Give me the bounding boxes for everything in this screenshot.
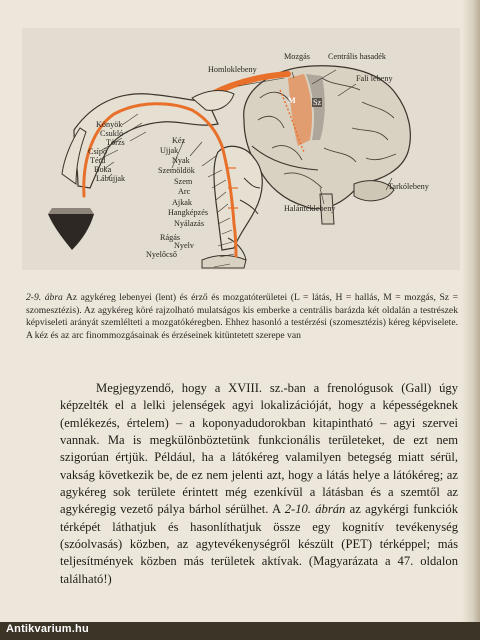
label-terd: Térd bbox=[90, 156, 106, 165]
label-csipo: Csípő bbox=[88, 147, 108, 156]
label-labujjak: Lábujjak bbox=[96, 174, 126, 183]
caption-text: Az agykéreg lebenyei (lent) és érző és mozgatóterületei (L = látás, H = hallás, M = mozgás, Sz = szomesztézis). Az agykéreg köré rajzolható mulatságos kis emberke a centrális barázda két oldalán a testrészek képviseleti arányát szemlélteti a mozgatókéregben. Ehhez hasonló a testérzési (szomesztézis) kéreg képviselete. A kéz és az arc finommozgásainak és érzéseinek kitüntetett szerepe van bbox=[26, 292, 458, 341]
page-edge-shadow bbox=[462, 0, 480, 622]
label-ajkak: Ajkak bbox=[172, 198, 193, 207]
label-homloklebeny: Homloklebeny bbox=[208, 65, 257, 74]
paragraph-text-1: Megjegyzendő, hogy a XVIII. sz.-ban a frenológusok (Gall) úgy képzelték el a lelki jelenségek agyi lokalizációját, hogy a képességeknek (emlékezés, értelem) – a koponyadudorokban kitapintható – agyi szervei vannak. Ma is megkülönböztetünk funkcionális területeket, de ezt nem szigorúan értjük. Például, ha a látókéreg valamilyen betegség miatt sérül, vakság következik be, de ez nem jelenti azt, hogy a látás helye a látókéreg; az agykéreg sok területe érintett még ezenkívül a látásban és a szemtől az agykéregig vezető pálya bárhol sérülhet. A bbox=[60, 381, 458, 517]
label-centralis-hasadek: Centrális hasadék bbox=[328, 52, 386, 61]
figure-reference: 2-10. ábrán bbox=[284, 502, 346, 517]
paragraph-text-2: az agykérgi funkciók térképét láthatjuk és hasonlíthatjuk össze egy kognitív tevékenység (szóolvasás) közben, az agytevékenységről készült (PET) térképpel; más teljesítmények közben más területek aktívak. (Magyarázata a 47. oldalon található!) bbox=[60, 502, 458, 586]
label-konyok: Könyök bbox=[96, 120, 123, 129]
label-sz: Sz bbox=[313, 98, 322, 107]
watermark: Antikvarium.hu bbox=[6, 623, 89, 635]
label-kez: Kéz bbox=[172, 136, 186, 145]
figure-2-9 bbox=[22, 28, 460, 270]
label-boka: Boka bbox=[94, 165, 112, 174]
label-szem: Szem bbox=[174, 177, 193, 186]
label-torzs: Törzs bbox=[106, 138, 125, 147]
label-szemoldok: Szemöldök bbox=[158, 166, 195, 175]
label-nyelv: Nyelv bbox=[174, 241, 195, 250]
label-ujjak: Ujjak bbox=[160, 146, 179, 155]
label-hangkepzes: Hangképzés bbox=[168, 208, 209, 217]
label-csuklo: Csukló bbox=[100, 129, 124, 138]
paragraph bbox=[60, 380, 458, 588]
figure-caption bbox=[26, 292, 458, 342]
label-fali-lebeny: Fali lebeny bbox=[356, 74, 393, 83]
label-tarkolebeny: Tarkólebeny bbox=[388, 182, 429, 191]
label-halanteklebeny: Halántéklebeny bbox=[284, 204, 336, 213]
homunculus-drawing bbox=[48, 91, 262, 268]
label-nyelocso: Nyelőcső bbox=[146, 250, 177, 259]
label-ragas: Rágás bbox=[160, 233, 181, 242]
label-nyak: Nyak bbox=[172, 156, 190, 165]
caption-figure-number: 2-9. ábra bbox=[26, 292, 63, 303]
body-paragraph bbox=[60, 380, 458, 588]
label-arc: Arc bbox=[178, 187, 191, 196]
label-nyalazas: Nyálazás bbox=[174, 219, 205, 228]
label-mozgas: Mozgás bbox=[284, 52, 310, 61]
label-m: M bbox=[288, 96, 296, 105]
